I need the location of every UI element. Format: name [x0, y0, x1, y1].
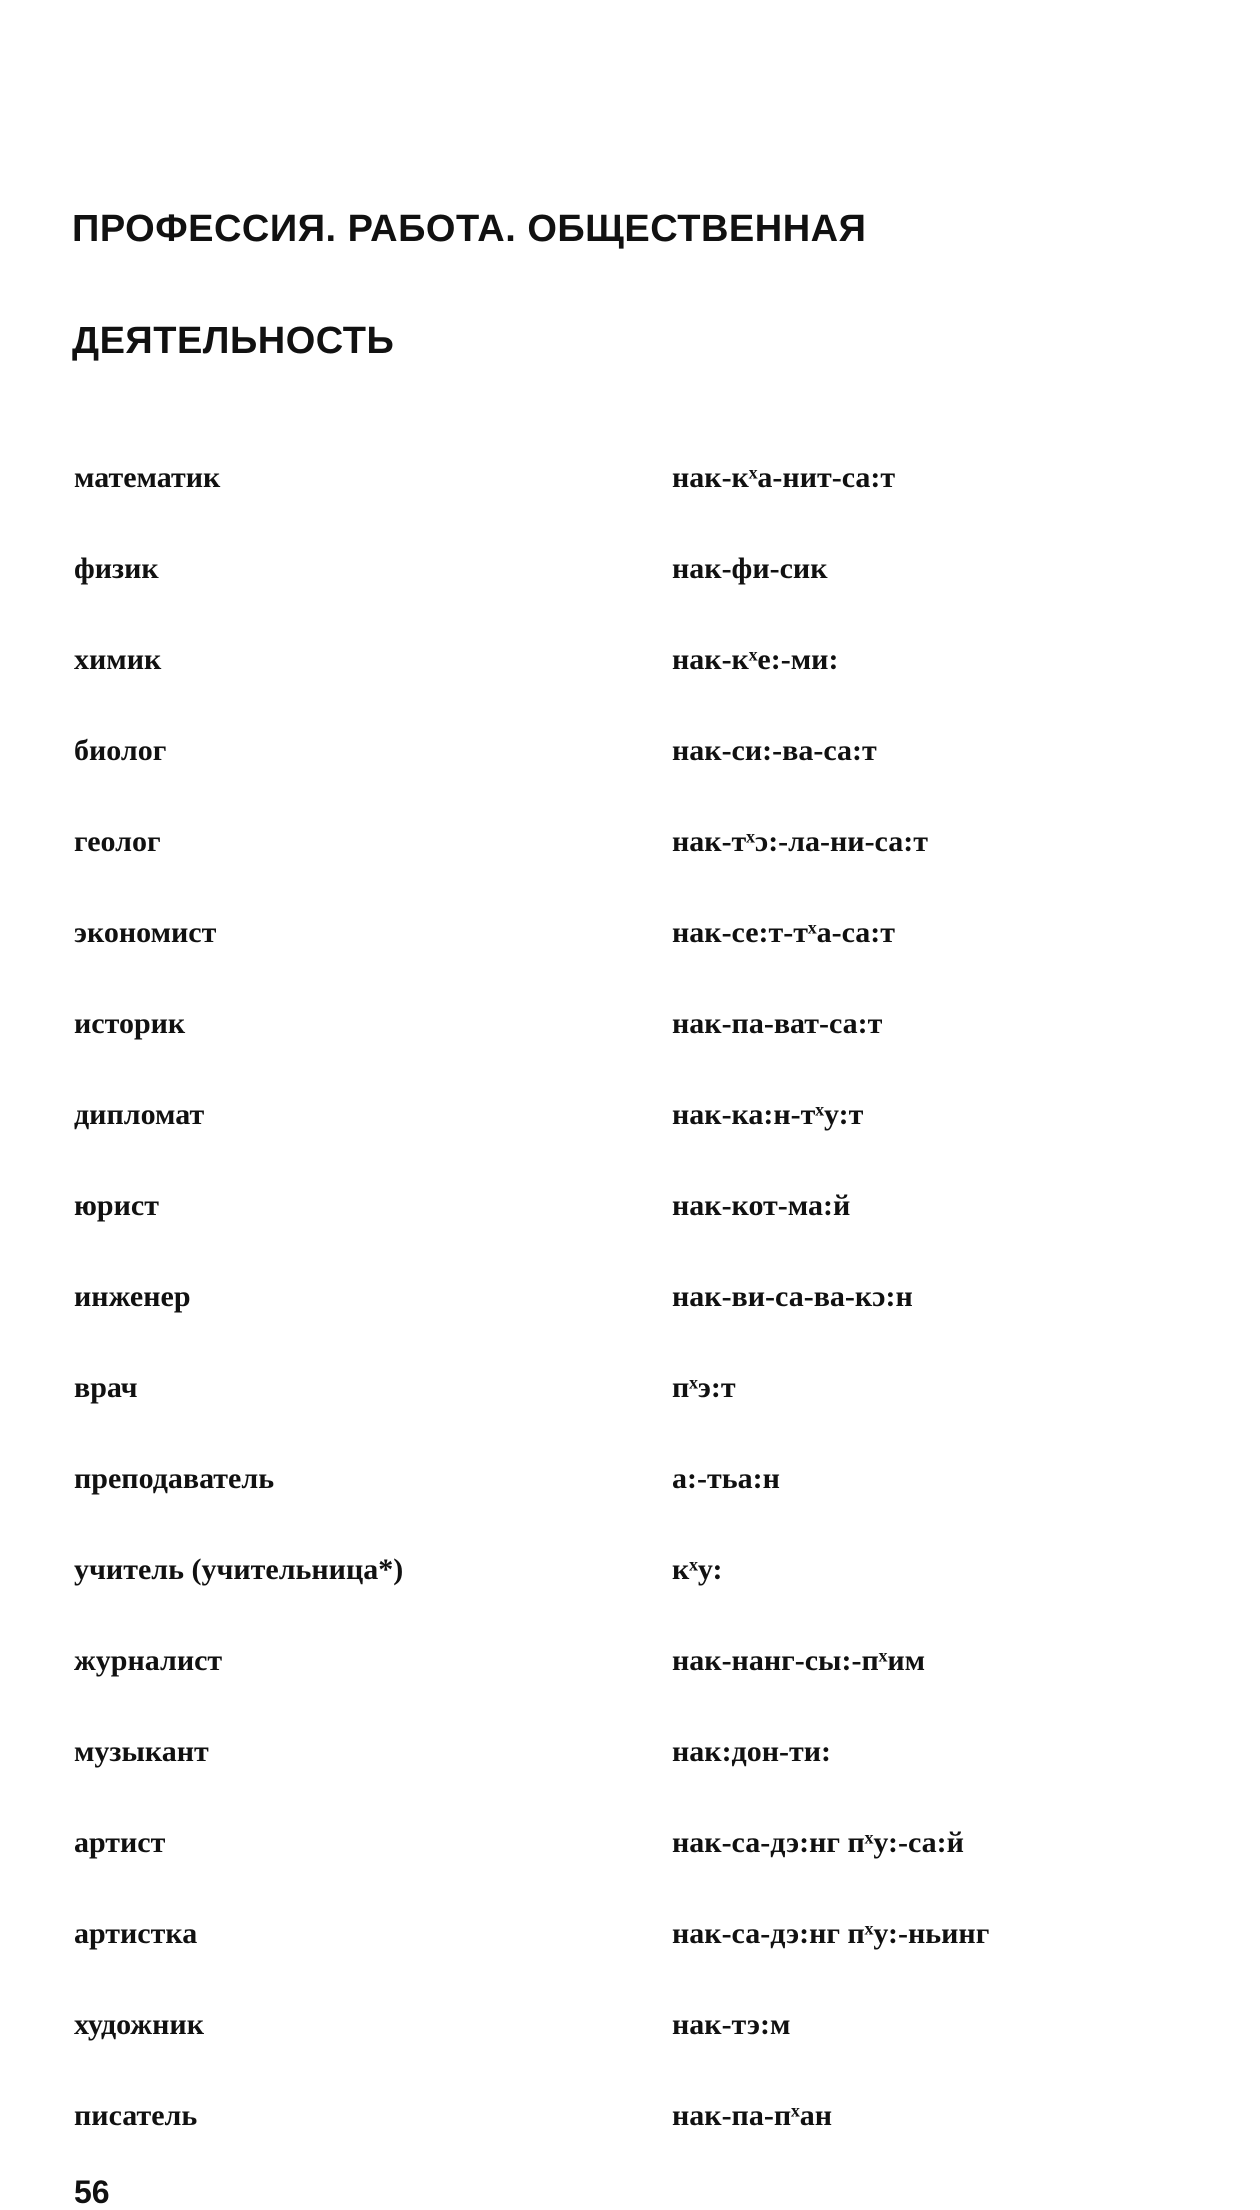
- term-russian: химик: [74, 643, 162, 676]
- list-item: [0, 994, 1260, 1054]
- list-item: [0, 1267, 1260, 1327]
- list-item: [0, 1904, 1260, 1964]
- term-translation: нак-кˣе:-ми:: [672, 643, 839, 676]
- term-translation: нак-тˣɔ:-ла-ни-са:т: [672, 825, 928, 858]
- list-item: [0, 1540, 1260, 1600]
- page-title-line-1: ПРОФЕССИЯ. РАБОТА. ОБЩЕСТВЕННАЯ: [72, 208, 867, 250]
- page-title-line-2: ДЕЯТЕЛЬНОСТЬ: [72, 320, 395, 362]
- term-russian: музыкант: [74, 1735, 209, 1768]
- term-russian: артистка: [74, 1917, 198, 1950]
- term-russian: артист: [74, 1826, 166, 1859]
- term-russian: юрист: [74, 1189, 159, 1222]
- term-russian: писатель: [74, 2099, 198, 2132]
- list-item: [0, 721, 1260, 781]
- list-item: [0, 448, 1260, 508]
- term-russian: биолог: [74, 734, 167, 767]
- term-translation: нак-ка:н-тˣу:т: [672, 1098, 864, 1131]
- term-translation: кˣу:: [672, 1553, 723, 1586]
- term-translation: нак-нанг-сы:-пˣим: [672, 1644, 926, 1677]
- term-translation: нак-са-дэ:нг пˣу:-са:й: [672, 1826, 964, 1859]
- term-translation: нак-кˣа-нит-са:т: [672, 461, 896, 494]
- term-translation: нак-па-ват-са:т: [672, 1007, 883, 1040]
- list-item: [0, 1358, 1260, 1418]
- list-item: [0, 2086, 1260, 2146]
- list-item: [0, 1722, 1260, 1782]
- term-translation: а:-тьа:н: [672, 1462, 780, 1495]
- term-russian: математик: [74, 461, 221, 494]
- term-translation: нак-кот-ма:й: [672, 1189, 851, 1222]
- term-translation: нак-па-пˣан: [672, 2099, 832, 2132]
- term-translation: нак-са-дэ:нг пˣу:-ньинг: [672, 1917, 990, 1950]
- list-item: [0, 812, 1260, 872]
- list-item: [0, 539, 1260, 599]
- list-item: [0, 1631, 1260, 1691]
- term-translation: нак-фи-сик: [672, 552, 828, 585]
- term-russian: геолог: [74, 825, 161, 858]
- term-russian: экономист: [74, 916, 217, 949]
- term-russian: дипломат: [74, 1098, 205, 1131]
- list-item: [0, 1995, 1260, 2055]
- term-russian: физик: [74, 552, 159, 585]
- list-item: [0, 1449, 1260, 1509]
- list-item: [0, 1813, 1260, 1873]
- term-translation: нак:дон-ти:: [672, 1735, 832, 1768]
- term-russian: учитель (учительница*): [74, 1553, 404, 1586]
- page-number: 56: [74, 2174, 110, 2210]
- term-translation: нак-ви-са-ва-кɔ:н: [672, 1280, 913, 1313]
- list-item: [0, 1085, 1260, 1145]
- term-translation: нак-тэ:м: [672, 2008, 791, 2041]
- term-russian: историк: [74, 1007, 186, 1040]
- term-russian: журналист: [74, 1644, 223, 1677]
- term-translation: нак-си:-ва-са:т: [672, 734, 877, 767]
- list-item: [0, 903, 1260, 963]
- term-russian: преподаватель: [74, 1462, 275, 1495]
- list-item: [0, 1176, 1260, 1236]
- term-translation: нак-се:т-тˣа-са:т: [672, 916, 895, 949]
- term-russian: инженер: [74, 1280, 191, 1313]
- list-item: [0, 630, 1260, 690]
- term-translation: пˣэ:т: [672, 1371, 736, 1404]
- term-russian: художник: [74, 2008, 205, 2041]
- term-russian: врач: [74, 1371, 138, 1404]
